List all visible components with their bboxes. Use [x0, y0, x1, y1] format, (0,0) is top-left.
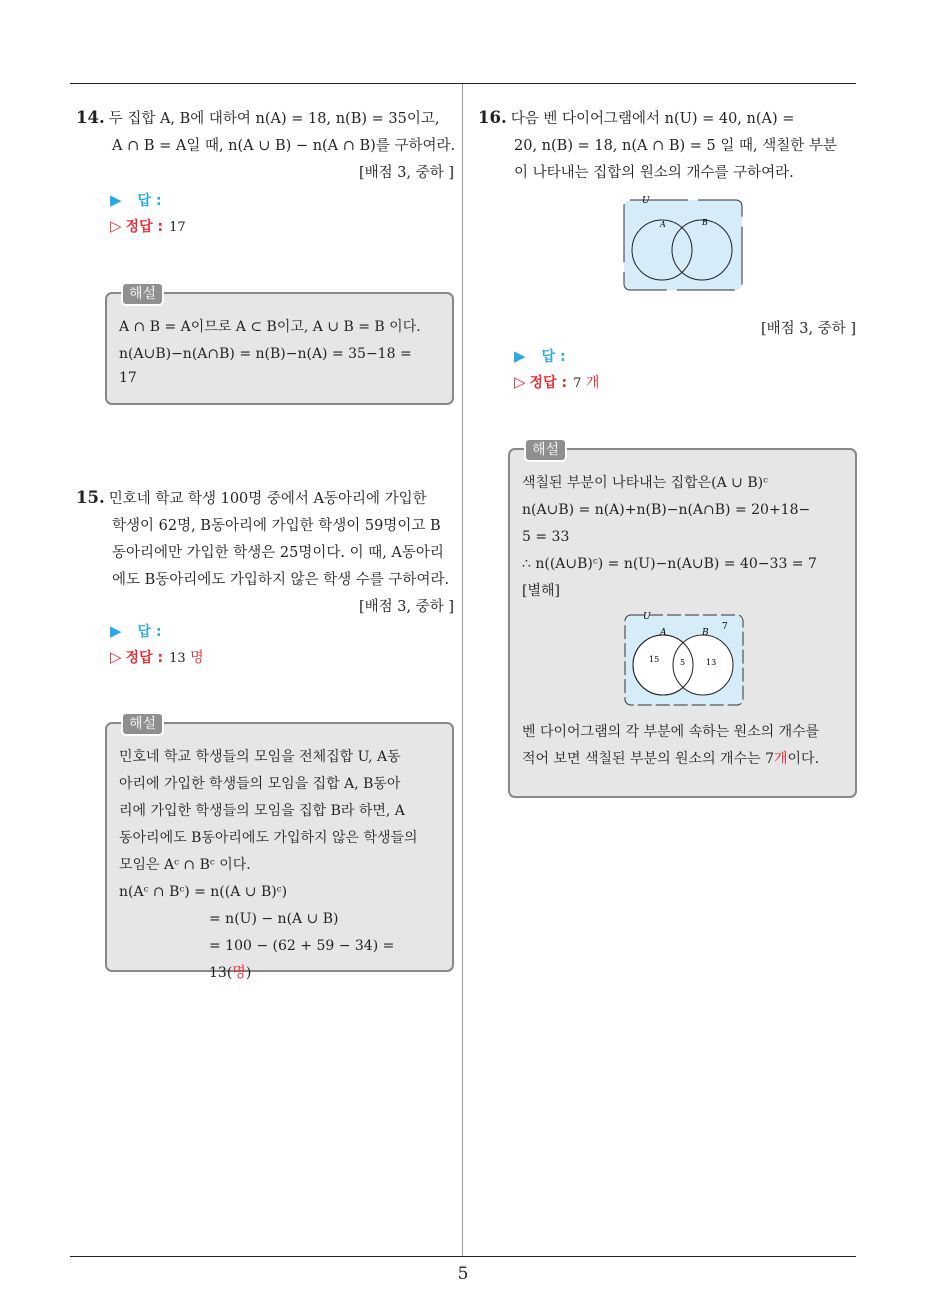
solution-line: n(A∪B) = n(A)+n(B)−n(A∩B) = 20+18−: [522, 502, 811, 518]
answer-value: 7: [573, 376, 582, 391]
answer-label: 답 :: [137, 624, 162, 640]
score-label: [배점 3, 중하 ]: [358, 165, 454, 181]
problem-number: 16.: [478, 108, 507, 127]
answer-block: [110, 190, 186, 236]
play-icon: ▶: [110, 622, 122, 640]
solution-line: n(A∪B)−n(A∩B) = n(B)−n(A) = 35−18 =: [119, 346, 412, 362]
venn-both-count: 5: [680, 658, 686, 667]
problem-text: 민호네 학교 학생 100명 중에서 A동아리에 가입한: [108, 491, 427, 507]
problem-text: 20, n(B) = 18, n(A ∩ B) = 5 일 때, 색칠한 부분: [514, 138, 837, 154]
answer-value: 17: [169, 220, 186, 235]
problem-number: 14.: [76, 108, 105, 127]
correct-label: 정답 :: [125, 219, 164, 235]
problem-text: 두 집합 A, B에 대하여 n(A) = 18, n(B) = 35이고,: [108, 111, 440, 127]
answer-unit: 개: [585, 375, 600, 391]
solution-line: 17: [119, 370, 137, 386]
venn-outside-count: 7: [722, 622, 728, 632]
venn-diagram-question: [622, 196, 746, 294]
venn-diagram-solution: [623, 611, 747, 709]
venn-label-u: U: [643, 612, 651, 622]
column-divider: [462, 84, 463, 1256]
venn-only-b-count: 13: [706, 658, 717, 667]
answer-label: 답 :: [137, 193, 162, 209]
answer-block: [110, 621, 204, 667]
venn-label-a: A: [660, 628, 667, 638]
unit-text: 명: [232, 965, 246, 981]
correct-label: 정답 :: [529, 375, 568, 391]
solution-box-16: [508, 442, 857, 798]
solution-tag: 해설: [524, 438, 567, 462]
problem-text: 학생이 62명, B동아리에 가입한 학생이 59명이고 B: [112, 518, 441, 534]
problem-text: 다음 벤 다이어그램에서 n(U) = 40, n(A) =: [510, 111, 795, 127]
answer-block: [514, 346, 599, 392]
unit-text: 개: [774, 751, 788, 767]
answer-unit: 명: [190, 650, 204, 666]
solution-line: A ∩ B = A이므로 A ⊂ B이고, A ∪ B = B 이다.: [119, 319, 421, 335]
correct-label: 정답 :: [125, 650, 164, 666]
answer-value: 13: [169, 651, 186, 666]
venn-label-u: U: [642, 196, 650, 206]
venn-only-a-count: 15: [649, 655, 660, 664]
top-rule: [70, 83, 856, 84]
solution-tag: 해설: [121, 712, 164, 736]
problem-number: 15.: [76, 488, 105, 507]
solution-line: 아리에 가입한 학생들의 모임을 집합 A, B동아: [119, 776, 401, 792]
answer-label: 답 :: [541, 349, 566, 365]
solution-line: 민호네 학교 학생들의 모임을 전체집합 U, A동: [119, 749, 401, 765]
venn-label-a: A: [660, 220, 666, 229]
solution-line: 모임은 Aᶜ ∩ Bᶜ 이다.: [119, 857, 251, 873]
problem-text: A ∩ B = A일 때, n(A ∪ B) − n(A ∩ B)를 구하여라.: [112, 138, 456, 154]
solution-line: 적어 보면 색칠된 부분의 원소의 개수는 7개이다.: [522, 751, 820, 767]
outline-triangle-icon: ▷: [110, 217, 122, 235]
solution-line: 벤 다이어그램의 각 부분에 속하는 원소의 개수를: [522, 724, 820, 740]
solution-box-15: [105, 716, 454, 981]
problem-text: 에도 B동아리에도 가입하지 않은 학생 수를 구하여라.: [112, 572, 450, 588]
solution-line: 리에 가입한 학생들의 모임을 집합 B라 하면, A: [119, 803, 405, 819]
solution-math-line: n(Aᶜ ∩ Bᶜ) = n((A ∪ B)ᶜ): [119, 884, 288, 900]
solution-line: 색칠된 부분이 나타내는 집합은(A ∪ B)ᶜ: [522, 475, 768, 491]
solution-line: 동아리에도 B동아리에도 가입하지 않은 학생들의: [119, 830, 418, 846]
solution-tag: 해설: [121, 282, 164, 306]
score-label: [배점 3, 중하 ]: [358, 599, 454, 615]
problem-16: [478, 104, 858, 187]
play-icon: ▶: [514, 347, 526, 365]
score-label: [배점 3, 중하 ]: [760, 321, 856, 337]
page-number: 5: [457, 1264, 469, 1284]
venn-label-b: B: [702, 628, 709, 638]
problem-14: [76, 104, 454, 187]
outline-triangle-icon: ▷: [110, 648, 122, 666]
solution-math-line: = n(U) − n(A ∪ B): [209, 911, 339, 927]
solution-line: [별해]: [522, 583, 560, 599]
problem-text: 이 나타내는 집합의 원소의 개수를 구하여라.: [514, 165, 794, 181]
problem-text: 동아리에만 가입한 학생은 25명이다. 이 때, A동아리: [112, 545, 444, 561]
problem-15: [76, 484, 454, 621]
solution-math-line: = 100 − (62 + 59 − 34) = 13(명): [209, 938, 395, 981]
bottom-rule: [70, 1256, 856, 1257]
venn-label-b: B: [702, 218, 708, 227]
solution-line: ∴ n((A∪B)ᶜ) = n(U)−n(A∪B) = 40−33 = 7: [522, 556, 817, 572]
outline-triangle-icon: ▷: [514, 373, 526, 391]
solution-line: 5 = 33: [522, 529, 570, 545]
solution-box-14: [105, 286, 454, 405]
play-icon: ▶: [110, 191, 122, 209]
